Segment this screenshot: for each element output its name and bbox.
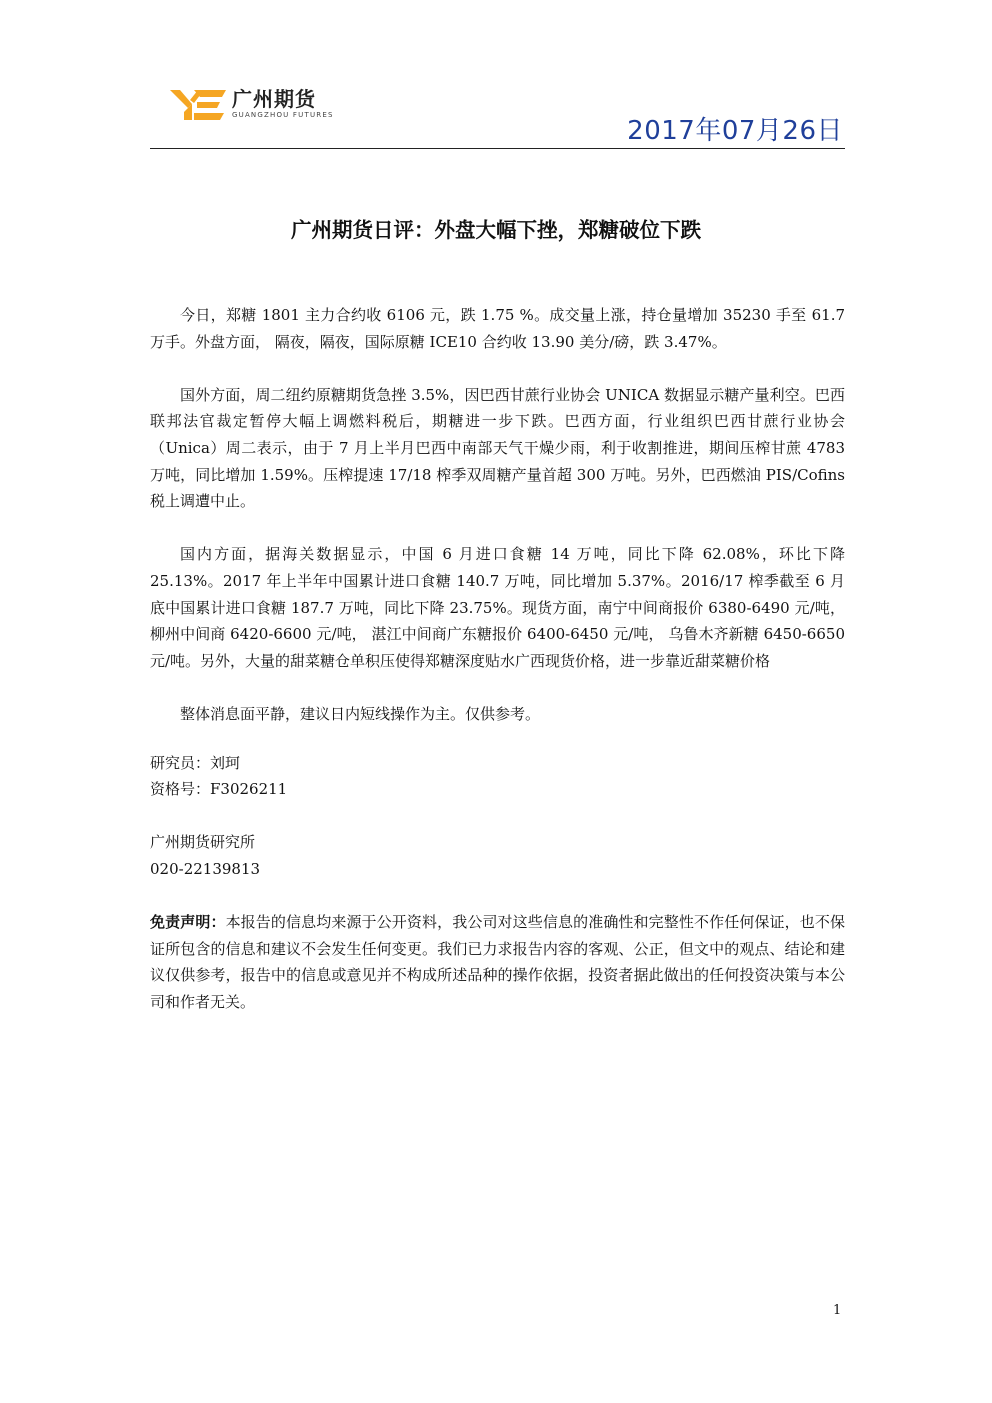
company-logo (170, 86, 334, 122)
page-number: 1 (833, 1303, 842, 1318)
paragraph-conclusion: 整体消息面平静，建议日内短线操作为主。仅供参考。 (180, 704, 541, 723)
report-title: 广州期货日评：外盘大幅下挫，郑糖破位下跌 (291, 218, 701, 242)
institute-info (150, 829, 845, 882)
report-body (150, 302, 845, 1015)
ye-logo-icon (170, 86, 228, 122)
institute-phone: 020-22139813 (150, 859, 261, 878)
paragraph-domestic: 国内方面，据海关数据显示，中国 6 月进口食糖 14 万吨，同比下降 62.08%，环比下降 25.13%。2017 年上半年中国累计进口食糖 140.7 万吨，同比增加 5.37%。2016/17 榨季截至 6 月底中国累计进口食糖 187.7 万吨，同比下降 23.75%。现货方面，南宁中间商报价 6380-6490 元/吨， 柳州中间商 6420-6600 元/吨， 湛江中间商广东糖报价 6400-6450 元/吨， 乌鲁木齐新糖 6450-6650 元/吨。另外，大量的甜菜糖仓单积压使得郑糖深度贴水广西现货价格，进一步靠近甜菜糖价格 (150, 545, 845, 670)
paragraph-market-summary: 今日，郑糖 1801 主力合约收 6106 元，跌 1.75 %。成交量上涨，持仓量增加 35230 手至 61.7 万手。外盘方面， 隔夜，隔夜，国际原糖 ICE10 合约收 13.90 美分/磅，跌 3.47%。 (150, 306, 845, 351)
logo-chinese-name: 广州期货 (232, 87, 316, 111)
disclaimer (150, 909, 845, 1015)
page-header (150, 80, 845, 149)
paragraph-overseas: 国外方面，周二纽约原糖期货急挫 3.5%，因巴西甘蔗行业协会 UNICA 数据显示糖产量利空。巴西联邦法官裁定暂停大幅上调燃料税后，期糖进一步下跌。巴西方面，行业组织巴西甘蔗行业协会（Unica）周二表示，由于 7 月上半月巴西中南部天气干燥少雨，利于收割推进，期间压榨甘蔗 4783 万吨，同比增加 1.59%。压榨提速 17/18 榨季双周糖产量首超 300 万吨。另外，巴西燃油 PIS/Cofins 税上调遭中止。 (150, 385, 845, 511)
license-number: 资格号：F3026211 (150, 780, 288, 799)
report-date: 2017年07月26日 (627, 116, 843, 146)
disclaimer-label: 免责声明： (150, 913, 226, 932)
researcher-name: 研究员：刘珂 (150, 753, 241, 772)
institute-name: 广州期货研究所 (150, 833, 256, 852)
analyst-info (150, 750, 845, 803)
disclaimer-text: 本报告的信息均来源于公开资料，我公司对这些信息的准确性和完整性不作任何保证，也不保证所包含的信息和建议不会发生任何变更。我们已力求报告内容的客观、公正，但文中的观点、结论和建议仅供参考，报告中的信息或意见并不构成所述品种的操作依据，投资者据此做出的任何投资决策与本公司和作者无关。 (150, 913, 845, 1011)
logo-english-name: GUANGZHOU FUTURES (232, 111, 334, 119)
